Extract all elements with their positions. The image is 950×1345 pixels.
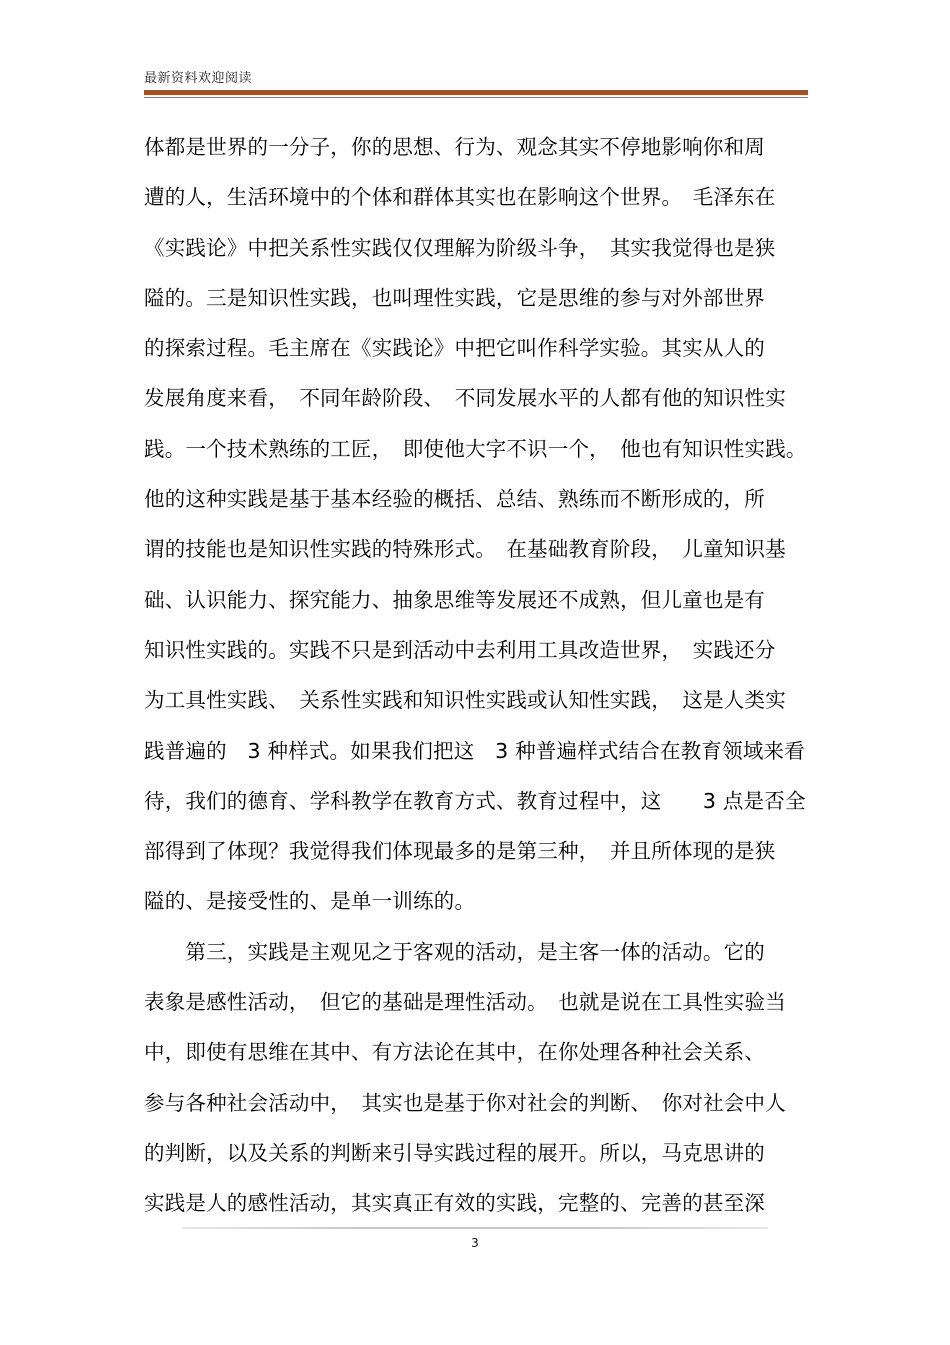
text-line: 谓的技能也是知识性实践的特殊形式。 在基础教育阶段， 儿童知识基: [144, 537, 786, 562]
text-line: 发展角度来看， 不同年龄阶段、 不同发展水平的人都有他的知识性实: [144, 386, 786, 411]
text-line: 的判断，以及关系的判断来引导实践过程的展开。所以，马克思讲的: [144, 1140, 765, 1165]
text-line: 中，即使有思维在其中、有方法论在其中，在你处理各种社会关系、: [144, 1040, 765, 1065]
footer-divider: [182, 1227, 768, 1229]
text-line: 实践是人的感性活动，其实真正有效的实践，完整的、完善的甚至深: [144, 1191, 765, 1216]
text-line: 为工具性实践、 关系性实践和知识性实践或认知性实践， 这是人类实: [144, 688, 786, 713]
text-line: 表象是感性活动， 但它的基础是理性活动。 也就是说在工具性实验当: [144, 990, 786, 1015]
text-line: 他的这种实践是基于基本经验的概括、总结、熟练而不断形成的，所: [144, 487, 765, 512]
text-line: 知识性实践的。实践不只是到活动中去利用工具改造世界， 实践还分: [144, 637, 776, 662]
header-caption: 最新资料欢迎阅读: [144, 71, 253, 86]
text-line: 隘的。三是知识性实践，也叫理性实践，它是思维的参与对外部世界: [144, 285, 765, 310]
page-number: 3: [471, 1236, 479, 1250]
text-line: 《实践论》中把关系性实践仅仅理解为阶级斗争， 其实我觉得也是狭: [144, 235, 776, 260]
text-line: 第三，实践是主观见之于客观的活动，是主客一体的活动。它的: [144, 939, 765, 964]
text-line: 参与各种社会活动中， 其实也是基于你对社会的判断、 你对社会中人: [144, 1090, 786, 1115]
text-line: 的探索过程。毛主席在《实践论》中把它叫作科学实验。其实从人的: [144, 336, 765, 361]
header-divider-thin: [144, 97, 808, 98]
text-line: 践普遍的 3 种样式。如果我们把这 3 种普遍样式结合在教育领域来看: [144, 738, 805, 763]
text-line: 础、认识能力、探究能力、抽象思维等发展还不成熟，但儿童也是有: [144, 587, 765, 612]
body-text: [144, 122, 809, 1229]
text-line: 待，我们的德育、学科教学在教育方式、教育过程中，这 3 点是否全: [144, 788, 806, 813]
header-divider-thick: [144, 90, 808, 95]
text-line: 部得到了体现？我觉得我们体现最多的是第三种， 并且所体现的是狭: [144, 839, 776, 864]
text-line: 遭的人，生活环境中的个体和群体其实也在影响这个世界。 毛泽东在: [144, 185, 776, 210]
text-line: 体都是世界的一分子，你的思想、行为、观念其实不停地影响你和周: [144, 135, 765, 159]
text-line: 隘的、是接受性的、是单一训练的。: [144, 889, 476, 914]
text-line: 践。一个技术熟练的工匠， 即使他大字不识一个， 他也有知识性实践。: [144, 436, 807, 461]
